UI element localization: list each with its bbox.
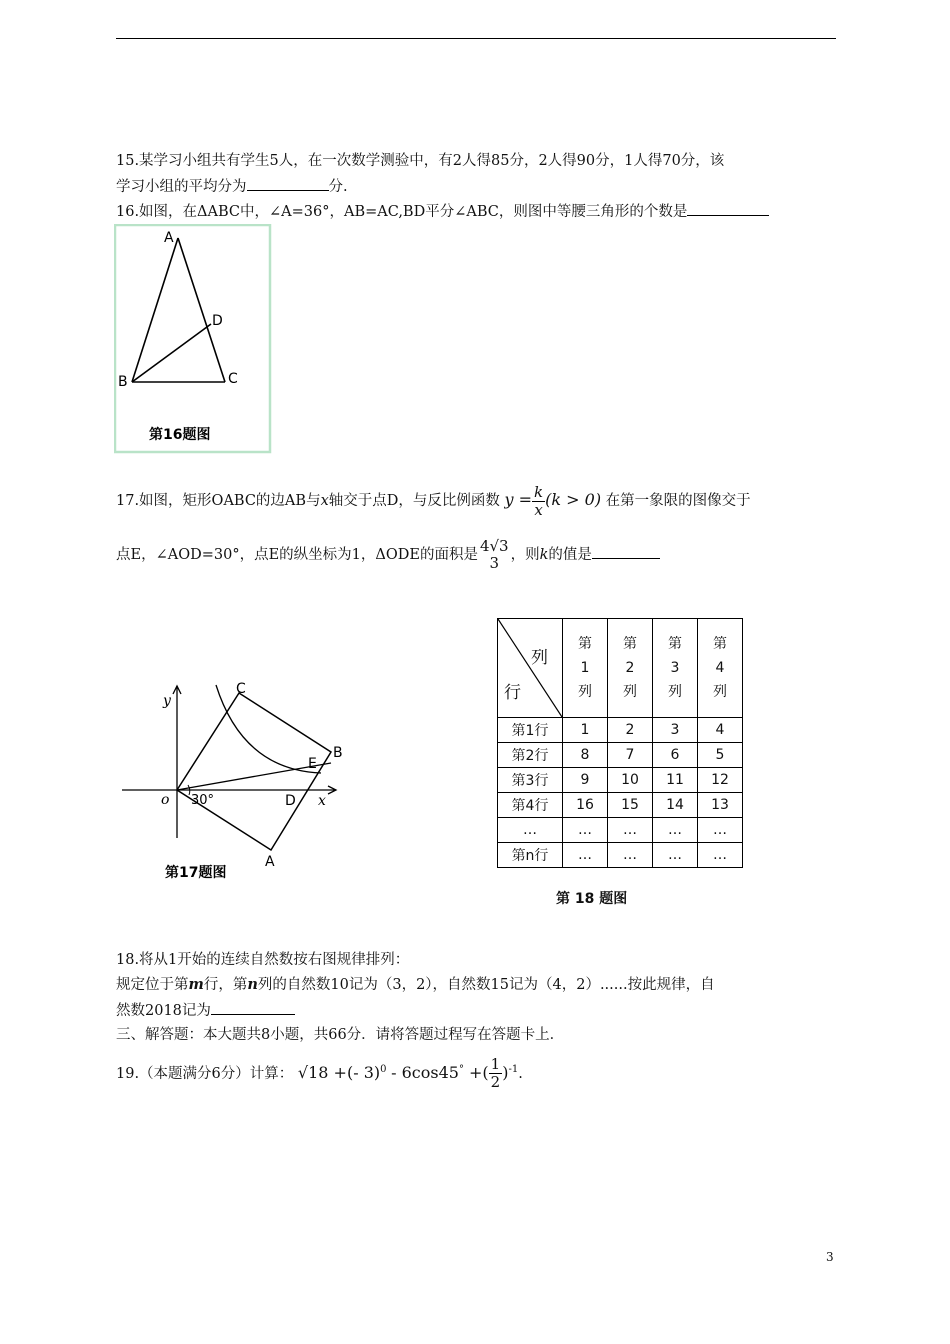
table-cell: …: [608, 818, 653, 843]
q16-answer-blank[interactable]: [687, 201, 769, 216]
segment-AB: [132, 238, 178, 382]
figure-16-caption: 第16题图: [149, 427, 211, 443]
q17-text-e: ，则: [510, 547, 540, 563]
table-cell: 12: [698, 768, 743, 793]
table-cell: …: [698, 818, 743, 843]
table-row: [498, 718, 743, 743]
q17-func-lhs: y =: [504, 490, 533, 509]
table-cell: 14: [653, 793, 698, 818]
table-cell: 16: [563, 793, 608, 818]
figure-17: [118, 680, 358, 885]
q19-expr-b: - 6cos45: [391, 1062, 459, 1082]
q18-text-b: 行，第: [203, 977, 248, 993]
q19-expr-c: +(: [463, 1062, 489, 1082]
q18-text-a: 规定位于第: [116, 977, 189, 993]
label-y: y: [163, 693, 171, 709]
label-B: B: [333, 745, 343, 761]
row-label: 第1行: [498, 718, 563, 743]
q19-expr-a: √18 +(- 3): [297, 1062, 381, 1082]
label-A: A: [164, 230, 174, 246]
table-cell: 3: [653, 718, 698, 743]
q17-func-fraction: [532, 484, 545, 519]
row-label: 第2行: [498, 743, 563, 768]
figure-17-caption: 第17题图: [165, 865, 227, 881]
segment-BD: [132, 324, 211, 382]
q16-text: 16.如图，在ΔABC中，∠A=36°，AB=AC,BD平分∠ABC，则图中等腰三角形的个数是: [116, 204, 688, 220]
row-label: 第n行: [498, 843, 563, 868]
q18-line1: 18.将从1开始的连续自然数按右图规律排列：: [116, 952, 410, 968]
q17-line1: [116, 483, 751, 519]
corner-row-label: 行: [504, 683, 521, 703]
table-cell: …: [653, 818, 698, 843]
q18-text-d: 然数2018记为: [116, 1003, 211, 1019]
table-row: [498, 768, 743, 793]
label-A: A: [265, 854, 275, 870]
q18-m: m: [188, 976, 204, 993]
q15-line2: [116, 176, 348, 197]
q17-k: k: [539, 547, 549, 563]
q19-end: .: [518, 1065, 523, 1082]
row-label: 第4行: [498, 793, 563, 818]
q17-area-den: 3: [489, 554, 500, 572]
q19-half-fraction: [489, 1056, 503, 1091]
col-header-4: 第 4 列: [698, 619, 743, 718]
table-cell: 9: [563, 768, 608, 793]
section-3-heading: 三、解答题：本大题共8小题，共66分．请将答题过程写在答题卡上．: [116, 1027, 565, 1043]
q17-text-f: 的值是: [548, 547, 592, 563]
table-cell: 6: [653, 743, 698, 768]
q18-line2: [116, 975, 715, 995]
q19-half-num: 1: [490, 1055, 501, 1074]
table-cell: …: [653, 843, 698, 868]
q17-area-num: 4√3: [479, 537, 509, 555]
q16-line: [116, 201, 769, 222]
q17-line2: [116, 538, 660, 572]
q15-answer-blank[interactable]: [247, 176, 329, 191]
row-label: 第3行: [498, 768, 563, 793]
figure-16: [114, 224, 272, 454]
table-cell: …: [563, 818, 608, 843]
label-C: C: [228, 371, 238, 387]
label-C: C: [236, 681, 246, 697]
q17-answer-blank[interactable]: [592, 544, 660, 559]
table-cell: 7: [608, 743, 653, 768]
table-row: [498, 793, 743, 818]
table-cell: …: [608, 843, 653, 868]
table-header-row: [498, 619, 743, 718]
q19-half-den: 2: [490, 1073, 501, 1092]
table-row: [498, 818, 743, 843]
col-header-1: 第 1 列: [563, 619, 608, 718]
table-cell: 2: [608, 718, 653, 743]
label-o: o: [161, 792, 170, 808]
header-rule: [116, 38, 836, 39]
q17-func-den: x: [534, 500, 543, 519]
q15-suffix: 分.: [328, 179, 348, 195]
label-E: E: [308, 756, 317, 772]
q17-text-a: 17.如图，矩形OABC的边AB与: [116, 493, 321, 509]
table-cell: 11: [653, 768, 698, 793]
q17-func-cond: (k > 0): [545, 490, 602, 509]
q19-expr-d: ): [502, 1062, 509, 1082]
label-B: B: [118, 374, 128, 390]
table-cell: 1: [563, 718, 608, 743]
q17-text-b: 轴交于点D，与反比例函数: [328, 493, 500, 509]
q19-exp-neg1: -1: [508, 1064, 519, 1075]
col-header-3: 第 3 列: [653, 619, 698, 718]
table-row: [498, 743, 743, 768]
label-30deg: 30°: [191, 793, 215, 808]
page-number: 3: [826, 1250, 834, 1264]
q17-area-fraction: [478, 538, 511, 572]
label-x: x: [318, 793, 326, 809]
q17-text-c: 在第一象限的图像交于: [605, 493, 751, 509]
figure-18-caption: 第 18 题图: [556, 891, 628, 907]
table-row: [498, 843, 743, 868]
col-header-2: 第 2 列: [608, 619, 653, 718]
q17-func-num: k: [534, 482, 544, 501]
table-cell: …: [698, 843, 743, 868]
q19-deg: °: [458, 1064, 464, 1075]
corner-col-label: 列: [531, 648, 548, 668]
hyperbola-curve: [216, 685, 321, 773]
q18-answer-blank[interactable]: [211, 1000, 295, 1015]
q19-line: [116, 1052, 523, 1092]
label-D: D: [285, 793, 296, 809]
table-cell: 5: [698, 743, 743, 768]
q19-exp0: 0: [380, 1064, 387, 1075]
table-cell: 4: [698, 718, 743, 743]
table-cell: 8: [563, 743, 608, 768]
row-label: …: [498, 818, 563, 843]
q18-n: n: [247, 976, 258, 993]
figure-18-table: [497, 618, 743, 868]
label-D: D: [212, 313, 223, 329]
q17-text-d: 点E，∠AOD=30°，点E的纵坐标为1，ΔODE的面积是: [116, 547, 478, 563]
q18-line3: [116, 1000, 295, 1021]
q17-x: x: [320, 493, 329, 509]
q19-prefix: 19.（本题满分6分）计算：: [116, 1065, 294, 1082]
segment-AC: [178, 238, 225, 382]
table-cell: 10: [608, 768, 653, 793]
table-corner-cell: [498, 619, 563, 718]
table-cell: 15: [608, 793, 653, 818]
table-cell: …: [563, 843, 608, 868]
q15-line1: 15.某学习小组共有学生5人，在一次数学测验中，有2人得85分，2人得90分，1人得70分，该: [116, 153, 725, 169]
table-cell: 13: [698, 793, 743, 818]
q18-text-c: 列的自然数10记为（3，2），自然数15记为（4，2）......按此规律，自: [257, 977, 715, 993]
q15-prefix: 学习小组的平均分为: [116, 179, 247, 195]
